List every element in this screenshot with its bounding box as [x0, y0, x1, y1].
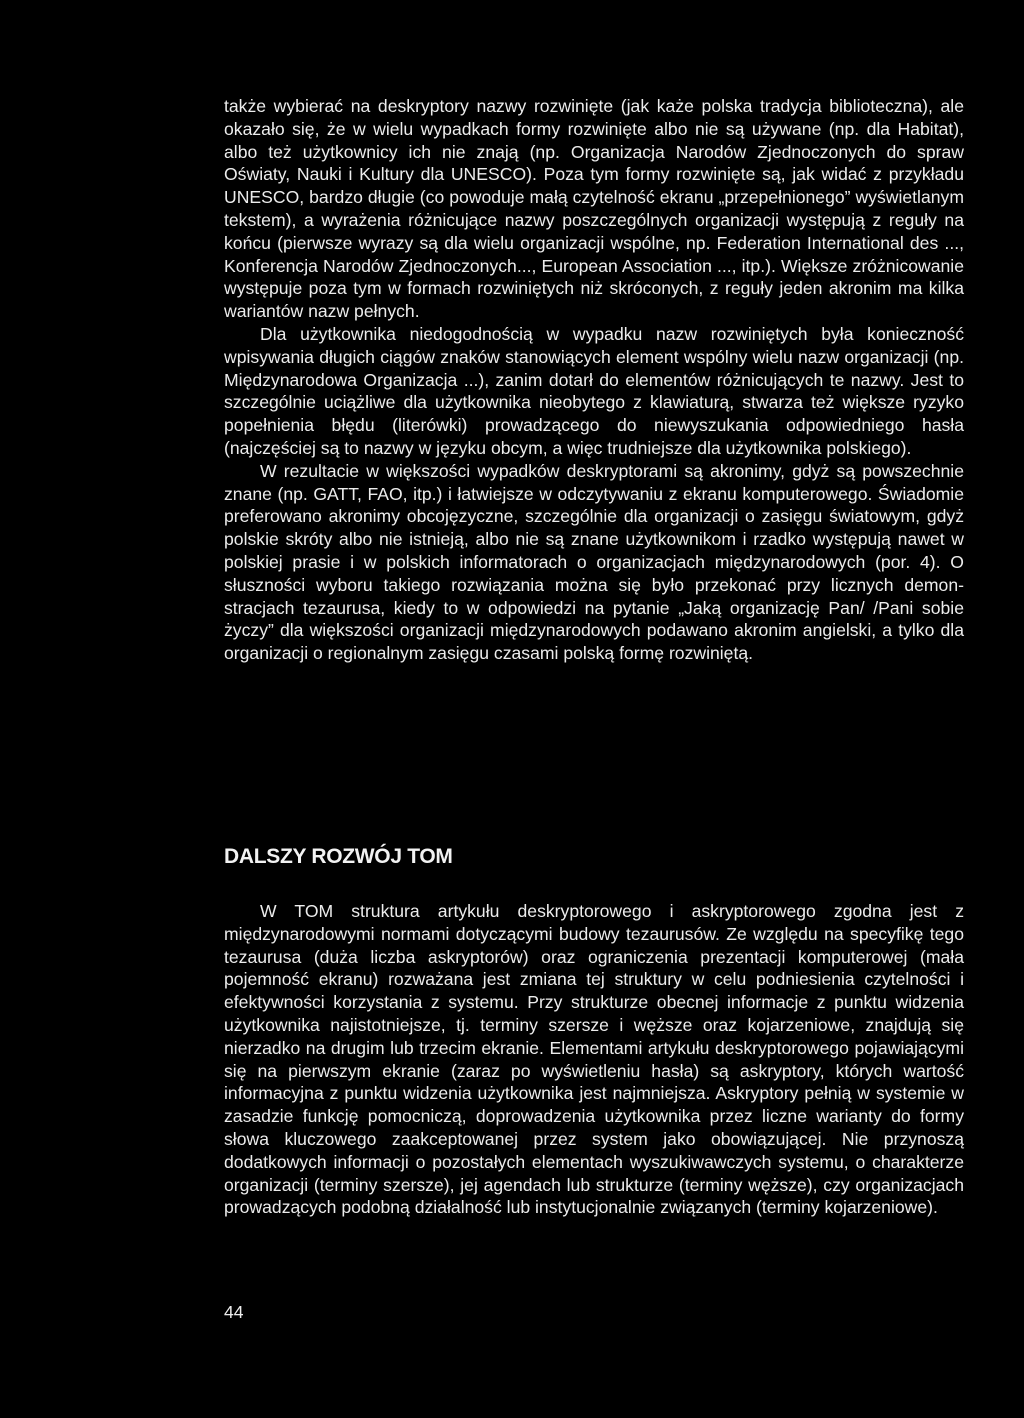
section-heading: DALSZY ROZWÓJ TOM: [224, 845, 453, 868]
page-number: 44: [224, 1302, 244, 1322]
paragraph-continuation: także wybierać na deskryptory nazwy rozwinięte (jak każe polska tradycja biblioteczna), ale okazało się, że w wielu wypadkach formy rozwinięte albo nie są używane (np. dla Habitat), albo też użytkownicy ich nie znają (np. Organizacja Narodów Zjednoczonych do spraw Oświaty, Nauki i Kultury dla UNESCO). Poza tym formy rozwinięte są, jak widać z przykładu UNESCO, bardzo długie (co powoduje małą czytelność ekranu „przepełnionego” wyświetlanym tekstem), a wyrażenia różnicujące nazwy poszczególnych organizacji występują z reguły na końcu (pierwsze wyrazy są dla wielu organizacji wspólne, np. Federation International des ..., Konferencja Narodów Zjednoczonych..., European Association ..., itp.). Większe zróżnicowanie występuje poza tym w formach rozwiniętych niż skróconych, z reguły jeden akronim ma kilka wariantów nazw pełnych.: [224, 96, 964, 322]
section-body: [224, 900, 964, 1219]
paragraph-acronyms: W rezultacie w większości wypadków deskryptorami są akronimy, gdyż są powszechnie znane (np. GATT, FAO, itp.) i łatwiejsze w odczytywaniu z ekranu komputerowego. Świadomie preferowano akronimy obcojęzyczne, szczególnie dla organizacji o zasięgu światowym, gdyż polskie skróty albo nie istnieją, albo nie są znane użytkownikom i rzadko występują nawet w polskiej prasie i w polskich informatorach o organizacjach międzynarodowych (por. 4). O słuszności wyboru takiego rozwiązania można się było przekonać przy licznych demonstracjach tezaurusa, kiedy to w odpowiedzi na pytanie „Jaką organizację Pan/ /Pani sobie życzy” dla większości organizacji międzynarodowych podawano akronim angielski, a tylko dla organizacji o regionalnym zasięgu czasami polską formę rozwiniętą.: [224, 460, 964, 664]
paragraph-structure: W TOM struktura artykułu deskryptorowego i askryptorowego zgodna jest z międzynarodowymi normami dotyczącymi budowy tezaurusów. Ze względu na specyfikę tego tezaurusa (duża liczba askryptorów) oraz ograniczenia prezentacji komputerowej (mała pojemność ekranu) rozważana jest zmiana tej struktury w celu podniesienia czytelności i efektywności korzystania z systemu. Przy strukturze obecnej informacje z punktu widzenia użytkownika najistotniejsze, tj. terminy szersze i węższe oraz kojarzeniowe, znajdują się nierzadko na drugim lub trzecim ekranie. Elementami artykułu deskryptorowego pojawiającymi się na pierwszym ekranie (zaraz po wyświetleniu hasła) są askryptory, których wartość informacyjna z punktu widzenia użytkownika jest najmniejsza. Askryptory pełnią w systemie w zasadzie funkcję pomocniczą, doprowadzenia użytkownika przez liczne warianty do formy słowa kluczowego zaakceptowanej przez system jako obowiązującej. Nie przynoszą dodatkowych informacji o pozostałych elementach wyszukiwawczych systemu, o charakterze organizacji (terminy szersze), jej agendach lub strukturze (terminy węższe), czy organizacjach prowadzących podobną działalność lub instytucjonalnie związanych (terminy kojarzeniowe).: [224, 901, 964, 1218]
paragraph-inconvenience: Dla użytkownika niedogodnością w wypadku nazw rozwiniętych była konieczność wpisywania długich ciągów znaków stanowiących element wspólny wielu nazw organizacji (np. Międzynarodowa Organizacja ...), zanim dotarł do elementów różnicujących te nazwy. Jest to szczególnie uciążliwe dla użytkownika nieobytego z klawiaturą, stwarza też większe ryzyko popełnienia błędu (literówki) prowadzącego do niewyszukania odpowiedniego hasła (najczęściej są to nazwy w języku obcym, a więc trudniejsze dla użytkownika polskiego).: [224, 323, 964, 458]
page-body: [224, 95, 964, 665]
